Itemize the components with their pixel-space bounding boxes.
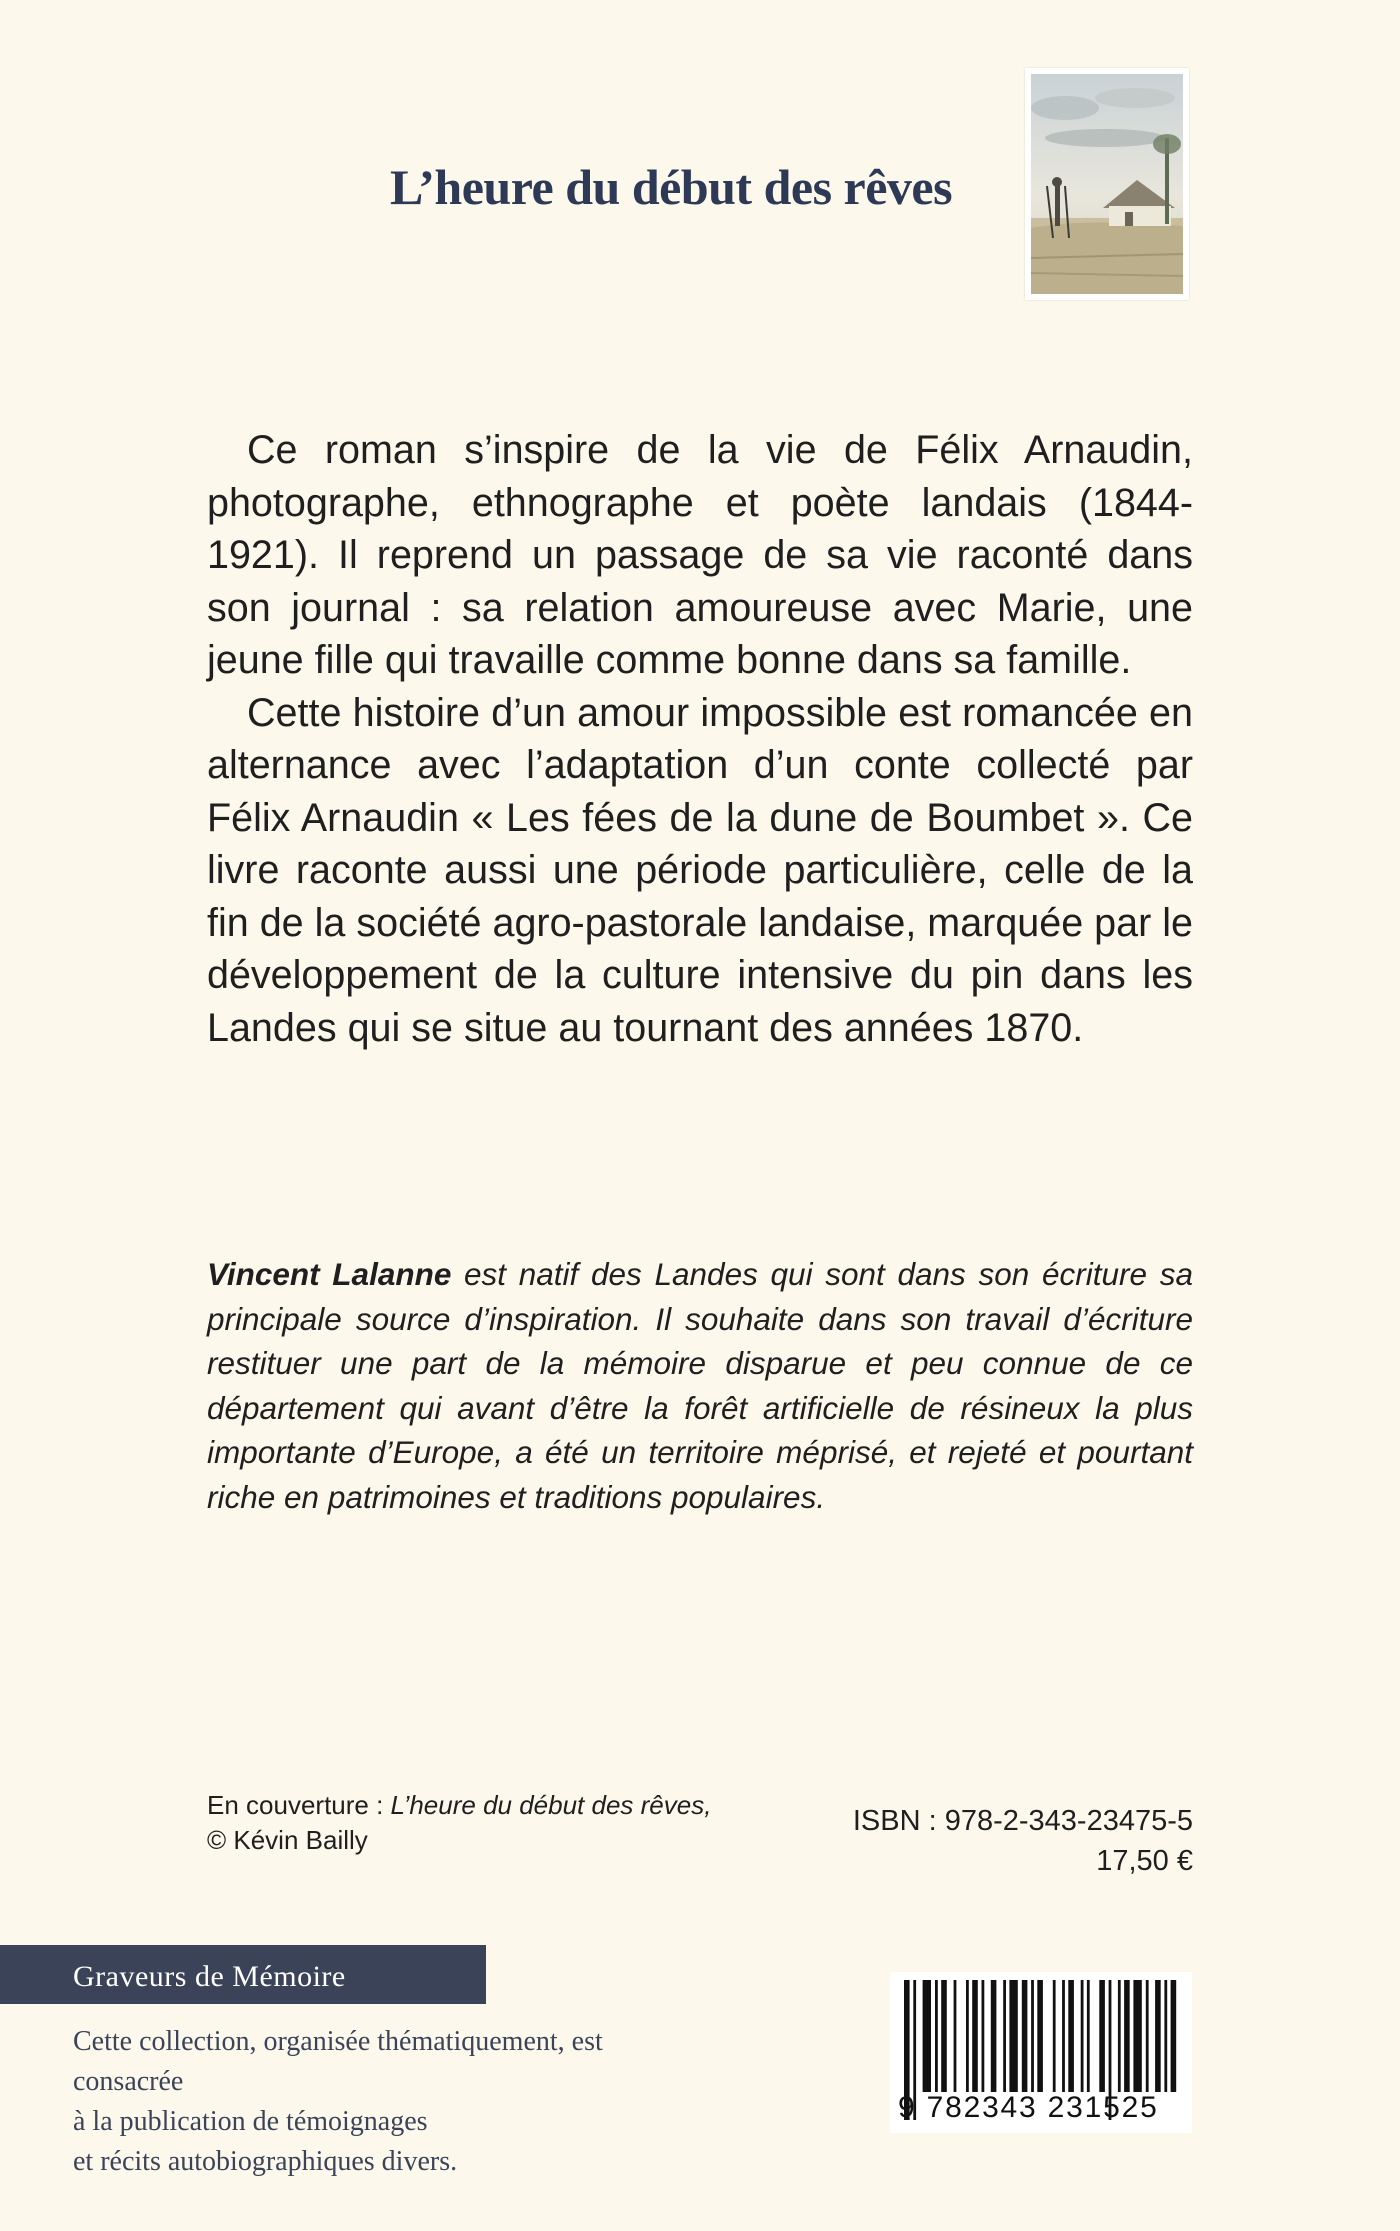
- collection-description-line: à la publication de témoignages: [73, 2106, 428, 2137]
- barcode-bar: [982, 1980, 985, 2092]
- barcode-bar: [966, 1980, 969, 2092]
- price: 17,50 €: [1096, 1845, 1193, 1877]
- barcode-bar: [935, 1980, 938, 2092]
- back-cover-blurb: [207, 424, 1193, 1054]
- barcode-bar: [954, 1980, 957, 2092]
- author-name: Vincent Lalanne: [207, 1256, 452, 1292]
- barcode-bar: [1031, 1980, 1034, 2092]
- barcode-bar: [1155, 1980, 1161, 2092]
- barcode-bar: [1146, 1980, 1149, 2092]
- collection-description-line: et récits autobiographiques divers.: [73, 2146, 458, 2177]
- barcode-bar: [1164, 1980, 1167, 2092]
- barcode-bar: [1133, 1980, 1141, 2092]
- barcode-bar: [972, 1980, 978, 2092]
- book-title: L’heure du début des rêves: [390, 159, 953, 215]
- collection-description: [73, 2022, 713, 2182]
- barcode-bar: [1022, 1980, 1028, 2092]
- barcode-bar: [991, 1980, 997, 2092]
- author-bio: [207, 1252, 1193, 1519]
- isbn-price-block: [853, 1801, 1193, 1881]
- cover-painting-thumbnail: [1025, 68, 1189, 300]
- cover-credit-artist: © Kévin Bailly: [207, 1825, 368, 1855]
- blurb-paragraph-2: Cette histoire d’un amour impossible est romancée en alternance avec l’adaptation d’un conte collecté par Félix Arnaudin « Les fées de la dune de Boumbet ». Ce livre raconte aussi une période particulière, celle de la fin de la société agro-pastorale landaise, marquée par le développement de la culture intensive du pin dans les Landes qui se situe au tournant des années 1870.: [207, 690, 1193, 1050]
- isbn-number: ISBN : 978-2-343-23475-5: [852, 1805, 1193, 1837]
- barcode-bar: [1068, 1980, 1074, 2092]
- blurb-paragraph-1: Ce roman s’inspire de la vie de Félix Arnaudin, photographe, ethnographe et poète landais (1844-1921). Il reprend un passage de sa vie raconté dans son journal : sa relation amoureuse avec Marie, une jeune fille qui travaille comme bonne dans sa famille.: [207, 428, 1193, 682]
- barcode-digits: 9 782343 231525: [898, 2091, 1159, 2124]
- cover-credit: [207, 1788, 711, 1858]
- author-bio-text: est natif des Landes qui sont dans son écriture sa principale source d’inspiration. Il souhaite dans son travail d’écriture restituer une part de la mémoire disparue et peu connue de ce département qui avant d’être la forêt artificielle de résineux la plus importante d’Europe, a été un territoire méprisé, et rejeté et pourtant riche en patrimoines et traditions populaires.: [207, 1256, 1194, 1515]
- collection-name: Graveurs de Mémoire: [73, 1960, 346, 1993]
- barcode-bar: [1087, 1980, 1090, 2092]
- barcode-bar: [1099, 1980, 1105, 2092]
- barcode-bar: [923, 1980, 931, 2092]
- barcode-bar: [1003, 1980, 1006, 2092]
- barcode-bar: [941, 1980, 947, 2092]
- barcode-bar: [1124, 1980, 1130, 2092]
- cover-credit-prefix: En couverture :: [207, 1790, 391, 1820]
- barcode-bar: [1171, 1980, 1177, 2092]
- barcode-bar: [1053, 1980, 1056, 2092]
- barcode-bar: [1081, 1980, 1084, 2092]
- barcode-bar: [1062, 1980, 1065, 2092]
- collection-description-line: Cette collection, organisée thématiquement, est consacrée: [73, 2026, 603, 2097]
- barcode-bar: [1118, 1980, 1121, 2092]
- barcode-bar: [1037, 1980, 1043, 2092]
- barcode-bar: [1009, 1980, 1017, 2092]
- cover-credit-work: L’heure du début des rêves,: [390, 1790, 712, 1820]
